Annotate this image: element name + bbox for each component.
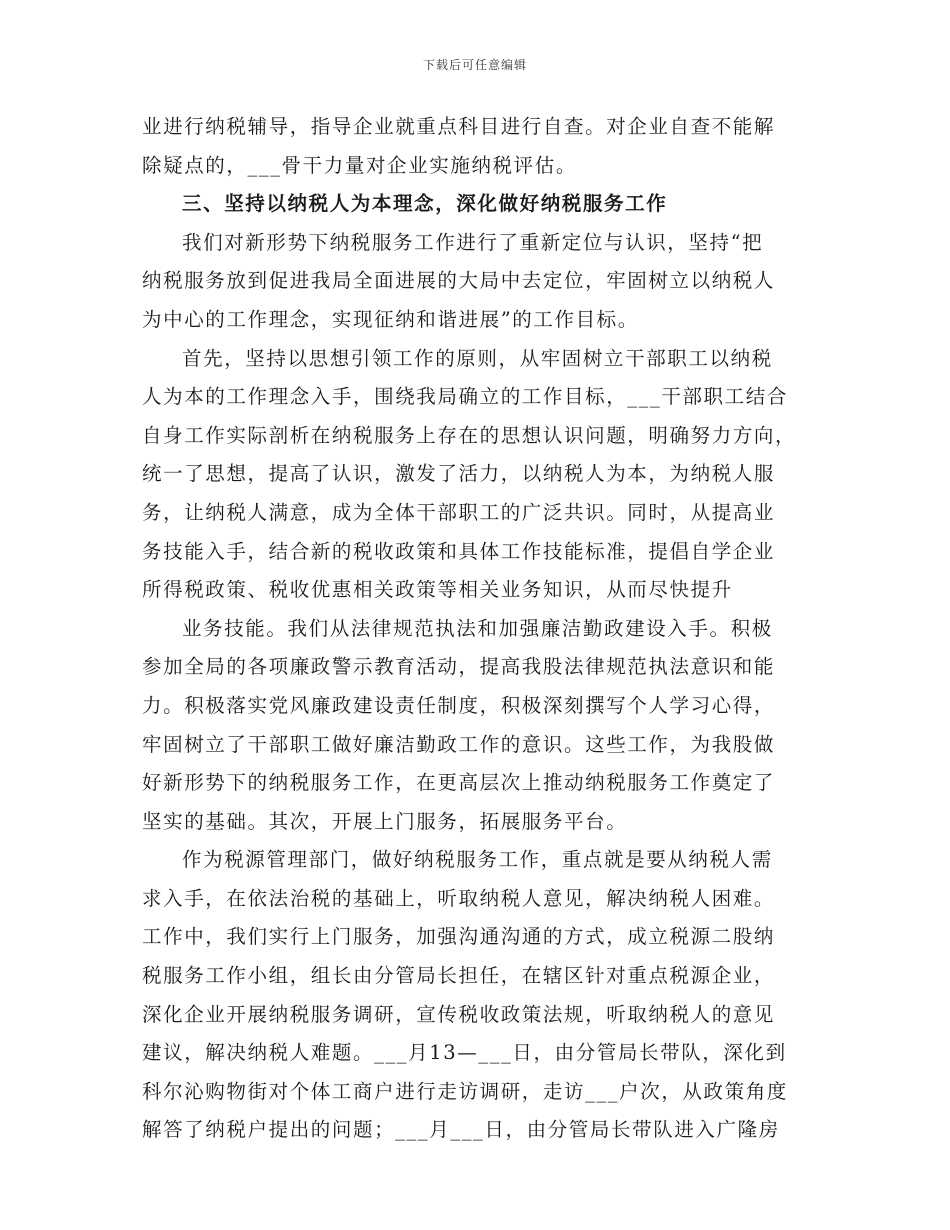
section-heading: 三、坚持以纳税人为本理念，深化做好纳税服务工作 bbox=[182, 192, 668, 216]
paragraph-line: 务，让纳税人满意，成为全体干部职工的广泛共识。同时，从提高业 bbox=[142, 500, 776, 524]
paragraph-line: 税服务工作小组，组长由分管局长担任，在辖区针对重点税源企业， bbox=[142, 964, 776, 988]
paragraph-line: 力。积极落实党风廉政建设责任制度，积极深刻撰写个人学习心得， bbox=[142, 693, 776, 717]
paragraph-line: 所得税政策、税收优惠相关政策等相关业务知识，从而尽快提升 bbox=[142, 578, 733, 602]
page-header: 下载后可任意编辑 bbox=[422, 58, 527, 72]
paragraph-line: 建议，解决纳税人难题。___月13—___日，由分管局长带队，深化到 bbox=[142, 1041, 787, 1065]
paragraph-line: 好新形势下的纳税服务工作，在更高层次上推动纳税服务工作奠定了 bbox=[142, 771, 776, 795]
paragraph-line: 我们对新形势下纳税服务工作进行了重新定位与认识，坚持“把 bbox=[182, 230, 764, 254]
paragraph-line: 除疑点的，___骨干力量对企业实施纳税评估。 bbox=[142, 153, 577, 177]
paragraph-line: 自身工作实际剖析在纳税服务上存在的思想认识问题，明确努力方向， bbox=[142, 423, 797, 447]
paragraph-line: 务技能入手，结合新的税收政策和具体工作技能标准，提倡自学企业 bbox=[142, 539, 776, 563]
paragraph-line: 求入手，在依法治税的基础上，听取纳税人意见，解决纳税人困难。 bbox=[142, 886, 776, 910]
paragraph-line: 业务技能。我们从法律规范执法和加强廉洁勤政建设入手。积极 bbox=[182, 616, 773, 640]
paragraph-line: 为中心的工作理念，实现征纳和谐进展”的工作目标。 bbox=[142, 307, 639, 331]
paragraph-line: 工作中，我们实行上门服务，加强沟通沟通的方式，成立税源二股纳 bbox=[142, 925, 776, 949]
paragraph-line: 作为税源管理部门，做好纳税服务工作，重点就是要从纳税人需 bbox=[182, 848, 773, 872]
paragraph-line: 业进行纳税辅导，指导企业就重点科目进行自查。对企业自查不能解 bbox=[142, 115, 776, 138]
paragraph-line: 统一了思想，提高了认识，激发了活力，以纳税人为本，为纳税人服 bbox=[142, 462, 776, 486]
paragraph-line: 人为本的工作理念入手，围绕我局确立的工作目标，___干部职工结合 bbox=[142, 385, 788, 409]
paragraph-line: 首先，坚持以思想引领工作的原则，从牢固树立干部职工以纳税 bbox=[182, 346, 773, 370]
paragraph-line: 参加全局的各项廉政警示教育活动，提高我股法律规范执法意识和能 bbox=[142, 655, 776, 679]
paragraph-line: 纳税服务放到促进我局全面进展的大局中去定位，牢固树立以纳税人 bbox=[142, 269, 776, 293]
paragraph-line: 牢固树立了干部职工做好廉洁勤政工作的意识。这些工作，为我股做 bbox=[142, 732, 776, 756]
document-body bbox=[142, 108, 822, 1150]
paragraph-line: 坚实的基础。其次，开展上门服务，拓展服务平台。 bbox=[142, 809, 628, 833]
paragraph-line: 科尔沁购物街对个体工商户进行走访调研，走访___户次，从政策角度 bbox=[142, 1079, 788, 1103]
paragraph-line: 解答了纳税户提出的问题；___月___日，由分管局长带队进入广隆房 bbox=[142, 1118, 780, 1142]
paragraph-line: 深化企业开展纳税服务调研，宣传税收政策法规，听取纳税人的意见 bbox=[142, 1002, 776, 1026]
